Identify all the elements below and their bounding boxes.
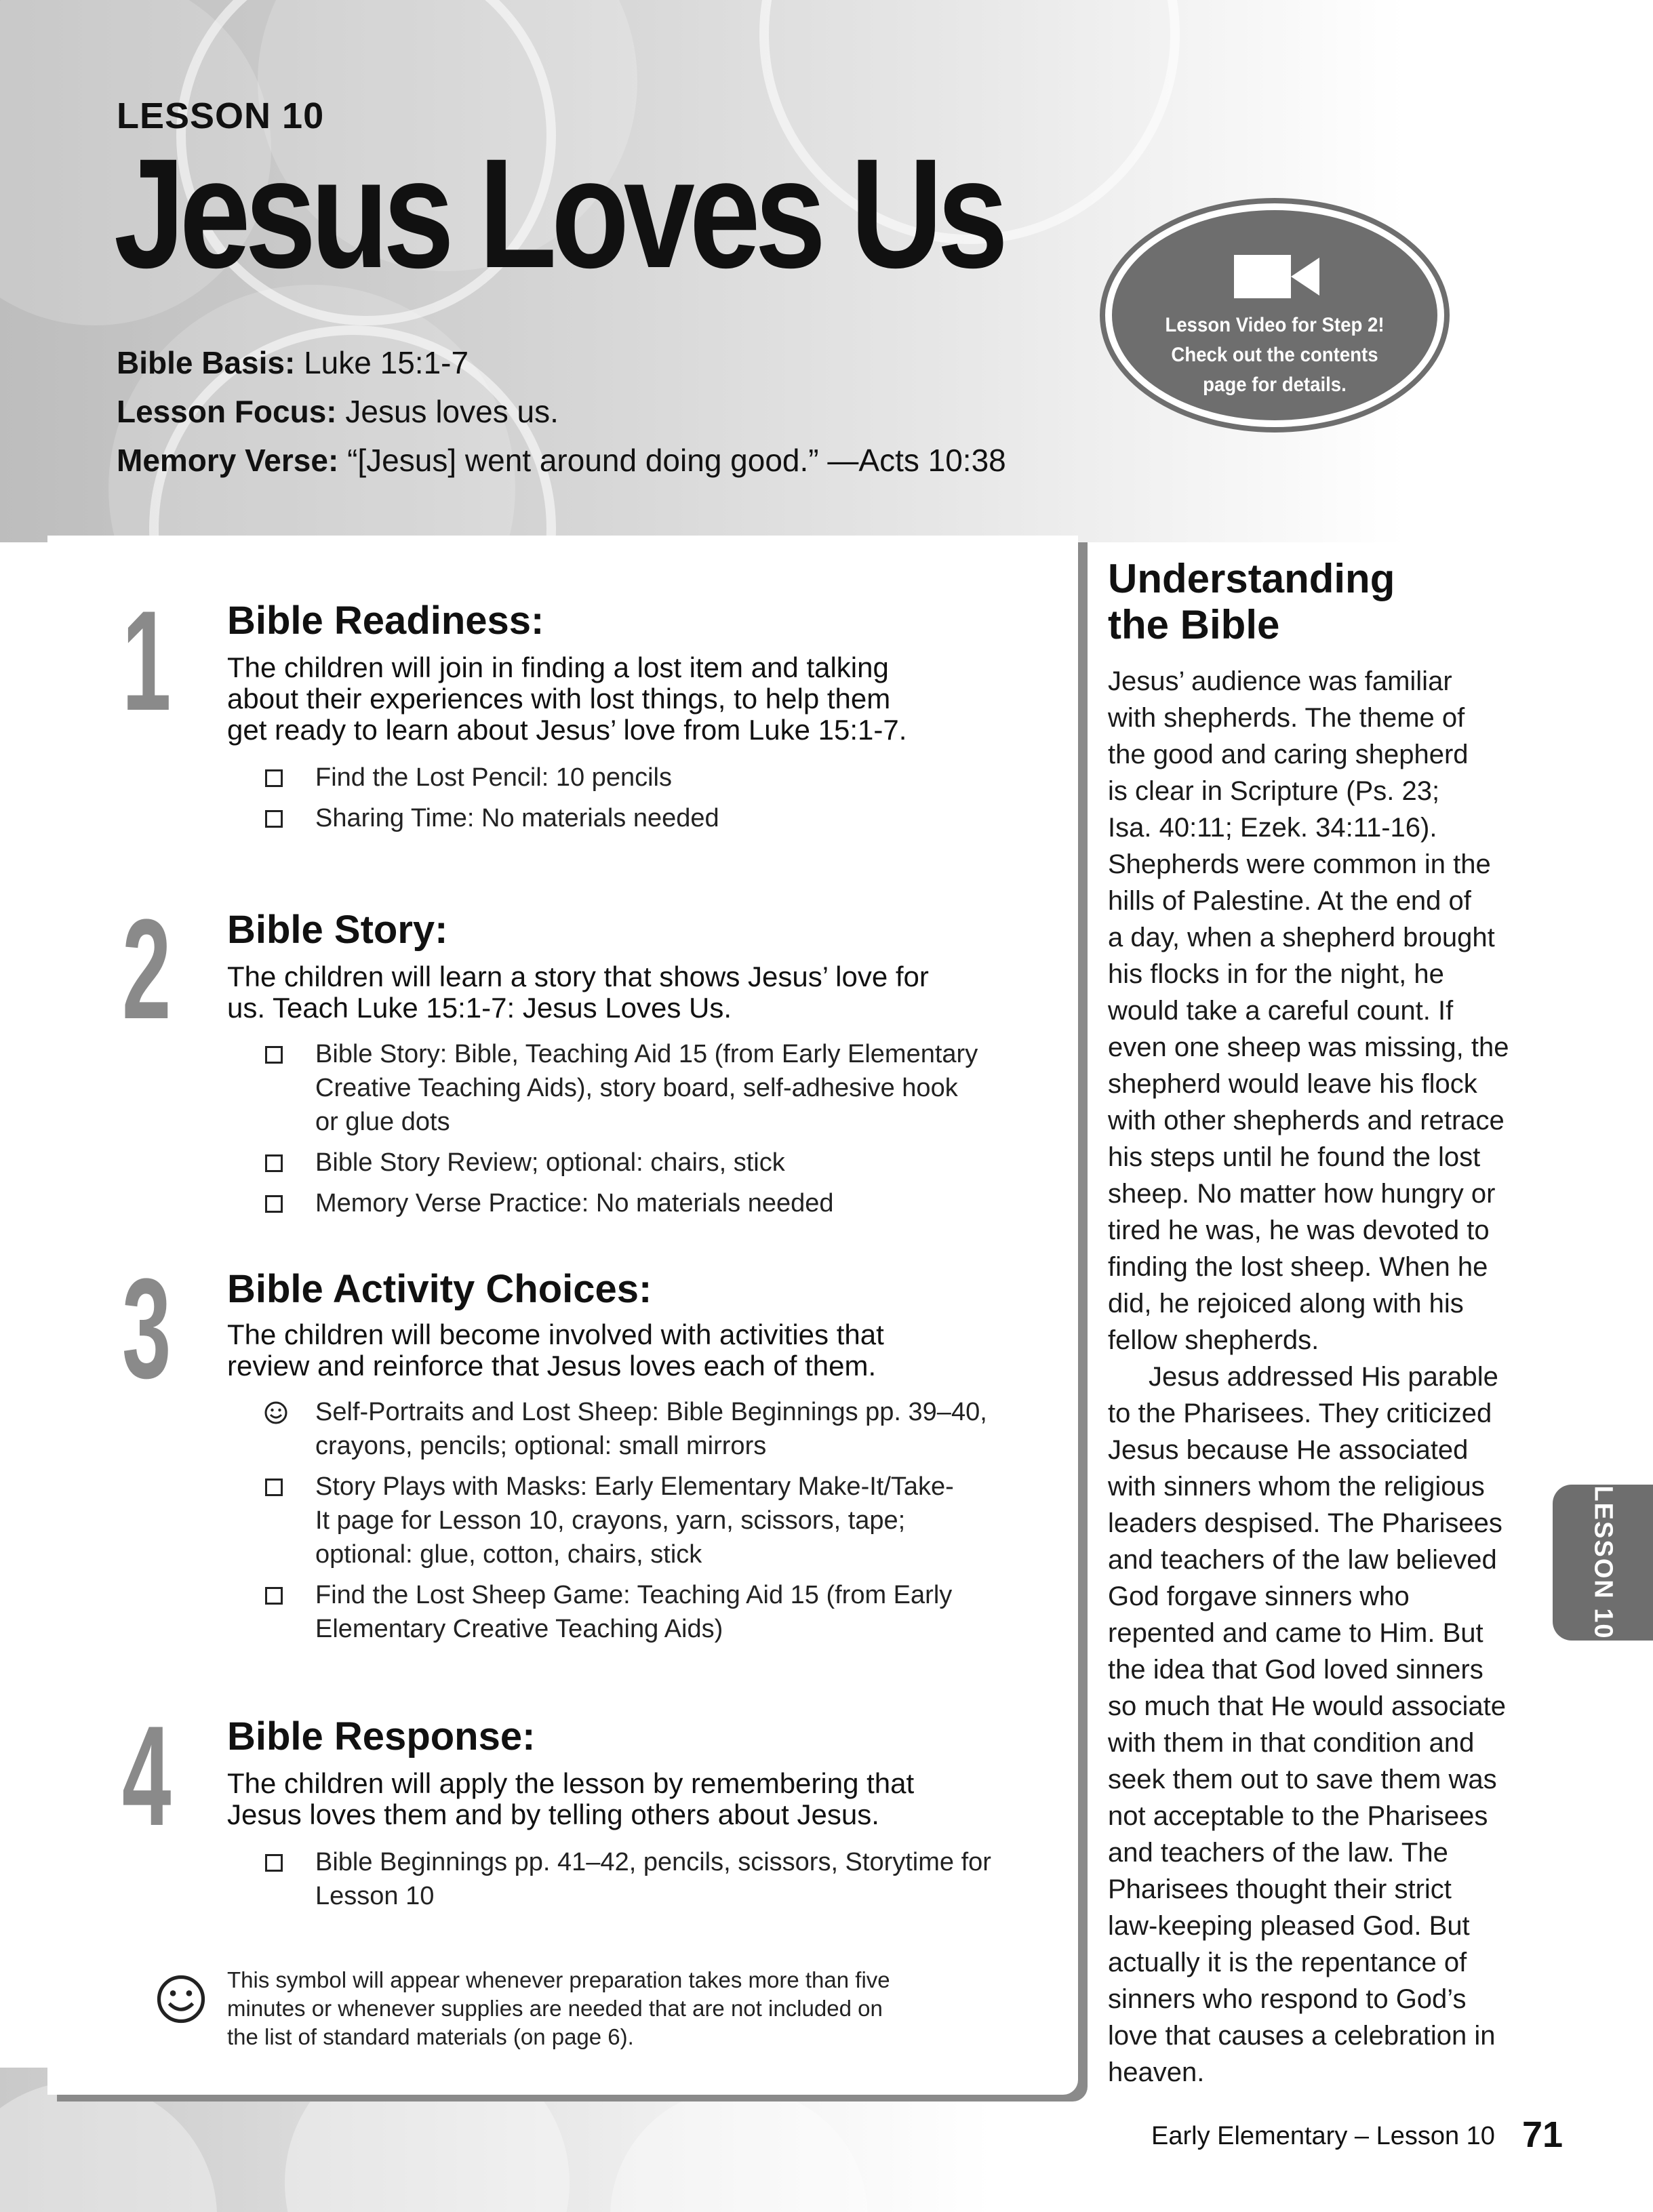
step-description [227, 961, 1041, 1024]
item-text: Bible Story: Bible, Teaching Aid 15 (from Early Elementary [315, 1040, 978, 1068]
sidebar-line: his flocks in for the night, he [1108, 959, 1444, 989]
item-text: Lesson 10 [315, 1882, 435, 1910]
sidebar-line: with sinners whom the religious [1108, 1472, 1485, 1502]
checkbox-icon [265, 1195, 283, 1213]
sidebar-line: Isa. 40:11; Ezek. 34:11-16). [1108, 813, 1437, 843]
step-title: Bible Readiness: [227, 599, 544, 643]
sidebar-line: is clear in Scripture (Ps. 23; [1108, 776, 1440, 806]
desc-line: The children will learn a story that shows Jesus’ love for [227, 961, 929, 992]
checklist-item [268, 1146, 1027, 1180]
sidebar-line: and teachers of the law. The [1108, 1838, 1448, 1868]
sidebar-title [1108, 556, 1395, 648]
checklist-item [268, 1395, 1027, 1463]
sidebar-line: with shepherds. The theme of [1108, 703, 1465, 733]
checklist-item [268, 1186, 1027, 1220]
sidebar-title-line: Understanding [1108, 556, 1395, 601]
desc-line: The children will join in finding a lost item and talking [227, 651, 889, 683]
lesson-focus-label: Lesson Focus: [117, 394, 337, 429]
lesson-label: LESSON 10 [117, 96, 325, 136]
sidebar-line: fellow shepherds. [1108, 1325, 1319, 1355]
memory-verse-label: Memory Verse: [117, 443, 339, 478]
sidebar-line: Jesus’ audience was familiar [1108, 666, 1452, 696]
note-line: the list of standard materials (on page 6). [227, 2024, 634, 2049]
sidebar-line: would take a careful count. If [1108, 996, 1454, 1026]
lesson-focus [117, 393, 559, 430]
sidebar-line: Jesus addressed His parable [1149, 1362, 1498, 1392]
sidebar-line: leaders despised. The Pharisees [1108, 1508, 1502, 1538]
decor-blob [0, 2081, 217, 2212]
item-text: or glue dots [315, 1108, 450, 1136]
sidebar-paragraph [1108, 663, 1542, 1359]
sidebar-line: Pharisees thought their strict [1108, 1874, 1452, 1904]
step-title: Bible Response: [227, 1714, 536, 1758]
checkbox-icon [265, 769, 283, 787]
bible-basis-label: Bible Basis: [117, 345, 296, 380]
item-text: Self-Portraits and Lost Sheep: Bible Beginnings pp. 39–40, [315, 1398, 987, 1426]
checklist-item [268, 1578, 1027, 1646]
item-text: Sharing Time: No materials needed [315, 804, 719, 832]
checklist-item [268, 1037, 1027, 1139]
video-badge-line: page for details. [1203, 374, 1347, 396]
step-number: 1 [122, 581, 172, 740]
step-description [227, 652, 1041, 746]
sidebar-line: Jesus because He associated [1108, 1435, 1469, 1465]
sidebar-line: love that causes a celebration in [1108, 2021, 1496, 2051]
bible-basis-value: Luke 15:1-7 [304, 345, 469, 380]
step-number: 2 [122, 889, 172, 1049]
sidebar-line: sinners who respond to God’s [1108, 1984, 1467, 2014]
item-text: Creative Teaching Aids), story board, self-adhesive hook [315, 1074, 958, 1102]
sidebar-line: shepherd would leave his flock [1108, 1069, 1477, 1099]
sidebar-line: did, he rejoiced along with his [1108, 1289, 1464, 1319]
sidebar-line: with them in that condition and [1108, 1728, 1475, 1758]
page-title: Jesus Loves Us [114, 126, 1003, 300]
sidebar-line: the idea that God loved sinners [1108, 1655, 1483, 1685]
step-title: Bible Activity Choices: [227, 1267, 652, 1311]
desc-line: us. Teach Luke 15:1-7: Jesus Loves Us. [227, 992, 732, 1024]
sidebar-line: seek them out to save them was [1108, 1765, 1497, 1794]
desc-line: about their experiences with lost things, to help them [227, 683, 891, 715]
item-text: Find the Lost Pencil: 10 pencils [315, 763, 672, 792]
sidebar-title-line: the Bible [1108, 602, 1280, 647]
sidebar-line: so much that He would associate [1108, 1691, 1506, 1721]
checkbox-icon [265, 810, 283, 828]
sidebar-line: tired he was, he was devoted to [1108, 1215, 1490, 1245]
item-text: Bible Story Review; optional: chairs, stick [315, 1148, 785, 1177]
sidebar-line: his steps until he found the lost [1108, 1142, 1481, 1172]
sidebar-body [1108, 663, 1542, 2091]
smiley-face-icon [155, 1973, 207, 2026]
lesson-video-badge [1105, 203, 1444, 427]
sidebar-line: not acceptable to the Pharisees [1108, 1801, 1488, 1831]
item-text: crayons, pencils; optional: small mirrors [315, 1432, 767, 1460]
item-text: It page for Lesson 10, crayons, yarn, scissors, tape; [315, 1506, 906, 1535]
video-badge-line: Lesson Video for Step 2! [1165, 314, 1385, 336]
sidebar-line: a day, when a shepherd brought [1108, 923, 1495, 952]
sidebar-line: finding the lost sheep. When he [1108, 1252, 1488, 1282]
lesson-focus-value: Jesus loves us. [345, 394, 559, 429]
sidebar-line: actually it is the repentance of [1108, 1948, 1467, 1977]
lesson-side-tab [1553, 1485, 1653, 1641]
checkbox-icon [265, 1154, 283, 1172]
video-camera-icon [1234, 249, 1322, 304]
video-badge-text [1150, 310, 1399, 400]
checklist-item [268, 1845, 1027, 1913]
desc-line: Jesus loves them and by telling others about Jesus. [227, 1798, 879, 1830]
page-number: 71 [1522, 2114, 1564, 2155]
bible-basis [117, 344, 469, 381]
checklist-item [268, 761, 1027, 795]
checkbox-icon [265, 1479, 283, 1496]
memory-verse [117, 442, 1006, 479]
smiley-face-icon [264, 1401, 288, 1425]
sidebar-line: the good and caring shepherd [1108, 740, 1469, 769]
sidebar-line: with other shepherds and retrace [1108, 1106, 1505, 1135]
checkbox-icon [265, 1587, 283, 1605]
sidebar-line: even one sheep was missing, the [1108, 1032, 1509, 1062]
desc-line: The children will become involved with activities that [227, 1319, 884, 1350]
step-number: 4 [122, 1696, 172, 1855]
sidebar-line: Shepherds were common in the [1108, 849, 1491, 879]
item-text: Find the Lost Sheep Game: Teaching Aid 15 (from Early [315, 1581, 953, 1609]
sidebar-line: repented and came to Him. But [1108, 1618, 1483, 1648]
step-description [227, 1768, 1041, 1830]
checklist-item [268, 1470, 1027, 1571]
sidebar-line: to the Pharisees. They criticized [1108, 1399, 1492, 1428]
sidebar-line: and teachers of the law believed [1108, 1545, 1497, 1575]
step-description [227, 1319, 1041, 1382]
checklist-item [268, 801, 1027, 835]
item-text: Story Plays with Masks: Early Elementary Make-It/Take- [315, 1472, 954, 1501]
desc-line: review and reinforce that Jesus loves each of them. [227, 1350, 877, 1382]
video-badge-line: Check out the contents [1171, 344, 1378, 366]
item-text: optional: glue, cotton, chairs, stick [315, 1540, 702, 1569]
note-line: minutes or whenever supplies are needed that are not included on [227, 1996, 883, 2021]
checkbox-icon [265, 1854, 283, 1872]
symbol-note [227, 1966, 1041, 2051]
sidebar-line: law-keeping pleased God. But [1108, 1911, 1470, 1941]
step-number: 3 [122, 1249, 172, 1408]
sidebar-line: sheep. No matter how hungry or [1108, 1179, 1496, 1209]
checkbox-icon [265, 1046, 283, 1064]
item-text: Memory Verse Practice: No materials needed [315, 1189, 834, 1218]
sidebar-paragraph [1108, 1359, 1542, 2091]
decor-blob [610, 2088, 868, 2212]
footer-text: Early Elementary – Lesson 10 [1151, 2122, 1495, 2150]
memory-verse-value: “[Jesus] went around doing good.” —Acts 10:38 [347, 443, 1006, 478]
note-line: This symbol will appear whenever preparation takes more than five [227, 1967, 890, 1992]
desc-line: The children will apply the lesson by remembering that [227, 1767, 915, 1799]
step-title: Bible Story: [227, 908, 448, 952]
sidebar-line: hills of Palestine. At the end of [1108, 886, 1471, 916]
desc-line: get ready to learn about Jesus’ love from Luke 15:1-7. [227, 714, 907, 746]
item-text: Bible Beginnings pp. 41–42, pencils, scissors, Storytime for [315, 1848, 991, 1876]
side-tab-label: LESSON 10 [1589, 1485, 1618, 1640]
sidebar-line: heaven. [1108, 2057, 1205, 2087]
item-text: Elementary Creative Teaching Aids) [315, 1615, 723, 1643]
sidebar-line: God forgave sinners who [1108, 1582, 1410, 1611]
